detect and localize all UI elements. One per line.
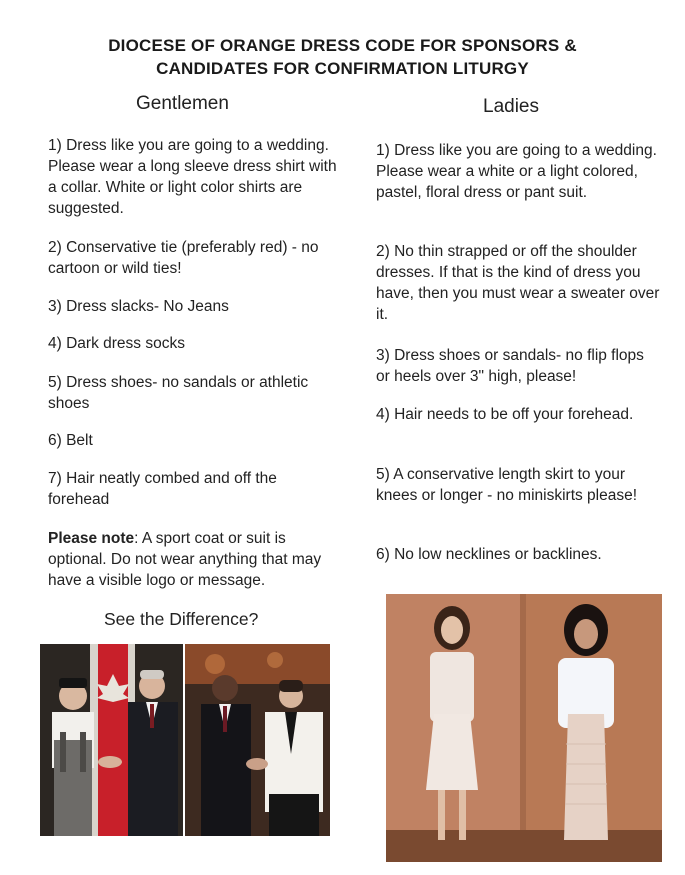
gentlemen-item-7: 7) Hair neatly combed and off the forehead <box>48 470 277 508</box>
gentlemen-item-2: 2) Conservative tie (preferably red) - no cartoon or wild ties! <box>48 239 319 277</box>
page-title: DIOCESE OF ORANGE DRESS CODE FOR SPONSORS & CANDIDATES FOR CONFIRMATION LITURGY <box>108 36 577 78</box>
photo-suit-vs-white-jacket <box>185 644 330 836</box>
note-label: Please note <box>48 530 135 547</box>
ladies-item-2: 2) No thin strapped or off the shoulder dresses. If that is the kind of dress you have, then you must wear a sweater over it. <box>376 243 660 323</box>
photo-ladies-outfits <box>386 594 662 862</box>
ladies-item-1: 1) Dress like you are going to a wedding. Please wear a white or a light colored, pastel, floral dress or pant suit. <box>376 142 657 201</box>
gentlemen-note <box>48 528 338 591</box>
ladies-item-4: 4) Hair needs to be off your forehead. <box>376 406 634 423</box>
gentlemen-item-1: 1) Dress like you are going to a wedding. Please wear a long sleeve dress shirt with a collar. White or light color shirts are suggested. <box>48 137 337 217</box>
photo-casual-vs-suit <box>40 644 183 836</box>
ladies-heading: Ladies <box>483 96 539 117</box>
gentlemen-heading: Gentlemen <box>136 93 229 114</box>
gentlemen-item-3: 3) Dress slacks- No Jeans <box>48 298 229 315</box>
ladies-item-5: 5) A conservative length skirt to your knees or longer - no miniskirts please! <box>376 466 638 504</box>
ladies-item-6: 6) No low necklines or backlines. <box>376 546 602 563</box>
see-difference-caption: See the Difference? <box>104 609 259 629</box>
gentlemen-item-4: 4) Dark dress socks <box>48 335 185 352</box>
gentlemen-item-5: 5) Dress shoes- no sandals or athletic shoes <box>48 374 309 412</box>
ladies-item-3: 3) Dress shoes or sandals- no flip flops or heels over 3" high, please! <box>376 347 644 385</box>
gentlemen-item-6: 6) Belt <box>48 432 93 449</box>
note-text: : A sport coat or suit is optional. Do not wear anything that may have a visible logo or message. <box>48 530 322 589</box>
